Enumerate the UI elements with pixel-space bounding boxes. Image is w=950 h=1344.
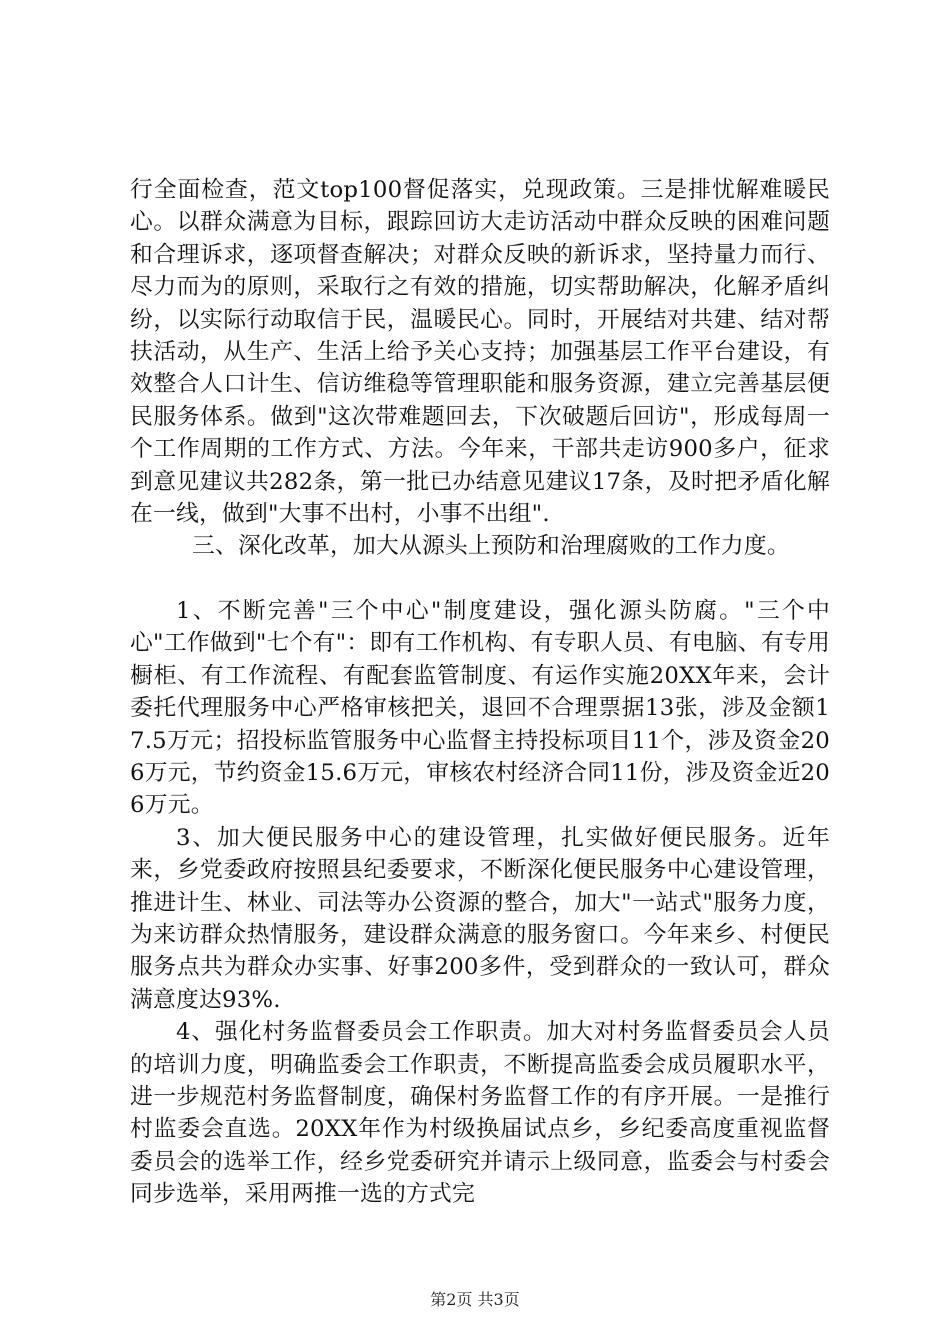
page-footer: 第2页 共3页 <box>430 1290 520 1309</box>
paragraph-item-4: 4、强化村务监督委员会工作职责。加大对村务监督委员会人员的培训力度，明确监委会工作职责，不断提高监委会成员履职水平，进一步规范村务监督制度，确保村务监督工作的有序开展。一是推行村监委会直选。20XX年作为村级换届试点乡，乡纪委高度重视监督委员会的选举工作，经乡党委研究并请示上级同意，监委会与村委会同步选举，采用两推一选的方式完 <box>130 1019 830 1208</box>
section-heading-three: 三、深化改革，加大从源头上预防和治理腐败的工作力度。 <box>192 533 790 560</box>
document-body <box>130 174 830 1211</box>
paragraph-continuation: 行全面检查，范文top100督促落实，兑现政策。三是排忧解难暖民心。以群众满意为目标，跟踪回访大走访活动中群众反映的困难问题和合理诉求，逐项督查解决；对群众反映的新诉求，坚持量力而行、尽力而为的原则，采取行之有效的措施，切实帮助解决，化解矛盾纠纷，以实际行动取信于民，温暖民心。同时，开展结对共建、结对帮扶活动，从生产、生活上给予关心支持；加强基层工作平台建设，有效整合人口计生、信访维稳等管理职能和服务资源，建立完善基层便民服务体系。做到"这次带难题回去，下次破题后回访"，形成每周一个工作周期的工作方式、方法。今年来，干部共走访900多户，征求到意见建议共282条，第一批已办结意见建议17条，及时把矛盾化解在一线，做到"大事不出村，小事不出组". <box>130 177 830 528</box>
paragraph-item-1: 1、不断完善"三个中心"制度建设，强化源头防腐。"三个中心"工作做到"七个有"：即有工作机构、有专职人员、有电脑、有专用橱柜、有工作流程、有配套监管制度、有运作实施20XX年来，会计委托代理服务中心严格审核把关，退回不合理票据13张，涉及金额17.5万元；招投标监管服务中心监督主持投标项目11个，涉及资金206万元，节约资金15.6万元，审核农村经济合同11份，涉及资金近206万元。 <box>130 597 831 819</box>
blank-line <box>130 563 830 595</box>
paragraph-item-3: 3、加大便民服务中心的建设管理，扎实做好便民服务。近年来，乡党委政府按照县纪委要求，不断深化便民服务中心建设管理，推进计生、林业、司法等办公资源的整合，加大"一站式"服务力度，为来访群众热情服务，建设群众满意的服务窗口。今年来乡、村便民服务点共为群众办实事、好事200多件，受到群众的一致认可，群众满意度达93%. <box>130 824 830 1013</box>
